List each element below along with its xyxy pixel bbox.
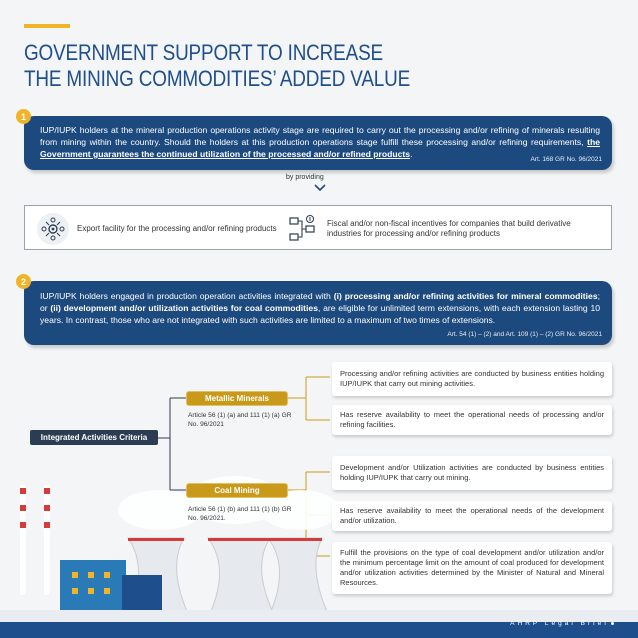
section-2-text-part3: , are eligible for unlimited term extensions, with each extension lasting 10 years. In contrast, those who are not integrated with such activities are limited to a maximum of two times of extensions. <box>40 303 601 325</box>
accent-bar <box>24 24 70 28</box>
tree-connectors <box>158 398 186 490</box>
section-1-text <box>40 124 600 160</box>
chevron-down-icon <box>314 184 326 192</box>
provision-incentives <box>287 206 607 251</box>
section-2-highlight-2: (ii) development and/or utilization activities for coal commodities <box>50 303 318 313</box>
title-line-1: GOVERNMENT SUPPORT TO INCREASE <box>24 40 383 65</box>
section-2-text-part2: ; or <box>40 291 600 313</box>
gear-cluster-icon <box>37 213 69 245</box>
metallic-minerals-pill: Metallic Minerals <box>186 391 288 406</box>
by-providing-label: by providing <box>286 174 324 181</box>
chimneys <box>20 485 50 595</box>
coal-card-2: Has reserve availability to meet the operational needs of the development and/or utilization. <box>332 501 612 531</box>
coal-card-3: Fulfill the provisions on the type of coal development and/or utilization and/or the minimum percentage limit on the amount of coal produced for development and/or utilization activities determined by the Minister of Natural and Mineral Resources. <box>332 542 612 594</box>
criteria-label: Integrated Activities Criteria <box>30 430 158 445</box>
provisions-box <box>24 205 612 250</box>
section-2-highlight-1: (i) processing and/or refining activities for mineral commodities <box>333 291 598 301</box>
metallic-card-2: Has reserve availability to meet the operational needs of processing and/or refining facilities. <box>332 405 612 435</box>
section-2-number: 2 <box>16 274 31 289</box>
provision-incentives-text: Fiscal and/or non-fiscal incentives for companies that build derivative industries for processing and/or refining products <box>327 218 571 238</box>
section-1-reference: Art. 168 GR No. 96/2021 <box>530 156 602 163</box>
page-title <box>24 40 410 92</box>
section-1-text-part: IUP/IUPK holders at the mineral production operations activity stage are required to carry out the processing and/or refining of minerals resulting from mining within the country. Should the holders at this production operations stage fulfill these processing and/or refining requirements, <box>40 125 600 147</box>
section-2-box <box>24 281 612 345</box>
coal-card-1: Development and/or Utilization activities are conducted by business entities holding IUP/IUPK that carry out mining. <box>332 456 612 490</box>
footer-brand-text: AHRP Legal Brief <box>510 620 609 627</box>
incentive-flow-icon <box>287 213 319 245</box>
section-1-highlight: the Government guarantees the continued utilization of the processed and/or refined products <box>40 137 600 159</box>
section-2-text <box>40 290 600 326</box>
provision-export-text: Export facility for the processing and/or refining products <box>77 223 277 233</box>
section-1-text-end: . <box>410 149 413 159</box>
provision-export <box>37 206 287 251</box>
footer-brand <box>510 620 614 627</box>
coal-article: Article 56 (1) (b) and 111 (1) (b) GR No. 96/2021. <box>188 506 292 522</box>
section-2-reference: Art. 54 (1) – (2) and Art. 109 (1) – (2) GR No. 96/2021 <box>447 331 602 338</box>
metallic-card-1: Processing and/or refining activities are conducted by business entities holding IUP/IUPK that carry out mining activities. <box>332 362 612 396</box>
title-line-2: THE MINING COMMODITIES’ ADDED VALUE <box>24 66 411 91</box>
footer-dot <box>611 622 614 625</box>
section-1-number: 1 <box>16 109 31 124</box>
metallic-article: Article 56 (1) (a) and 111 (1) (a) GR No. 96/2021 <box>188 412 292 428</box>
section-1-box <box>24 116 612 170</box>
section-2-text-part1: IUP/IUPK holders engaged in production operation activities integrated with <box>40 291 334 301</box>
coal-mining-pill: Coal Mining <box>186 483 288 498</box>
